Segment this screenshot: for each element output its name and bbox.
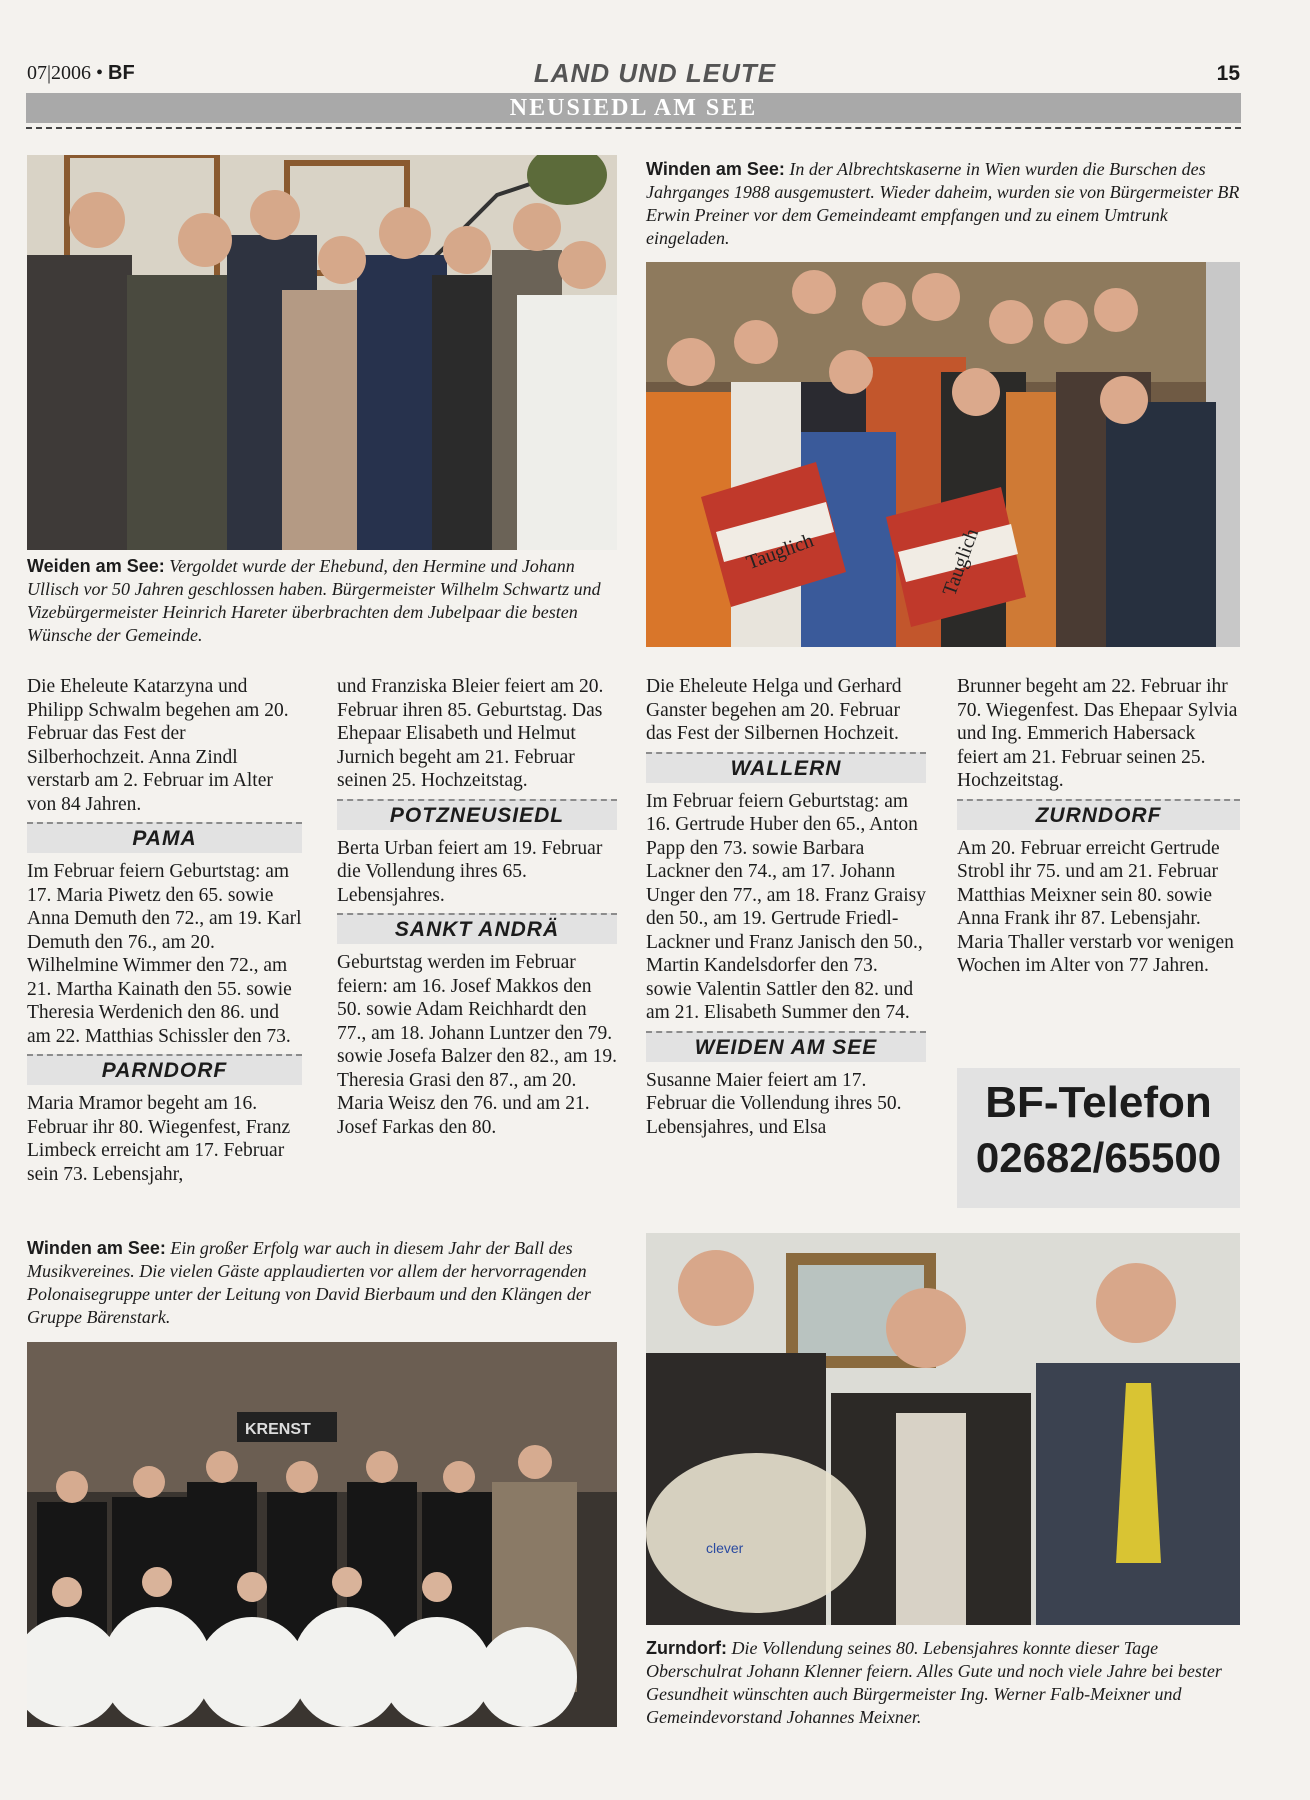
photo-ball-polonaise-art	[27, 1342, 617, 1727]
region-title: NEUSIEDL AM SEE	[509, 95, 758, 121]
photo-golden-wedding	[27, 155, 617, 550]
text-sankt-andrae: Geburtstag werden im Februar feiern: am 16. Josef Makkos den 50. sowie Adam Reichhardt den 77., am 18. Johann Luntzer den 79. sowie Josefa Balzer den 82., am 19. Theresia Grasi den 87., am 20. Maria Weisz den 76. und am 21. Josef Farkas den 80.	[337, 952, 617, 1138]
photo-golden-wedding-art	[27, 155, 617, 550]
heading-pama: PAMA	[27, 822, 302, 853]
photo-military-recruits	[646, 262, 1240, 647]
caption-place: Winden am See:	[646, 159, 785, 179]
heading-wallern: WALLERN	[646, 752, 926, 783]
band-sign: KRENST	[245, 1421, 311, 1438]
heading-parndorf: PARNDORF	[27, 1054, 302, 1085]
brand-logo: BF	[108, 62, 135, 84]
caption-zurndorf	[646, 1637, 1240, 1729]
caption-place: Weiden am See:	[27, 556, 165, 576]
bf-telefon-title: BF-Telefon	[985, 1078, 1212, 1127]
text-wallern: Im Februar feiern Geburtstag: am 16. Gertrude Huber den 65., Anton Papp den 73. sowie Barbara Lackner den 74., am 17. Johann Unger den 77., am 18. Franz Graisy den 50., am 19. Gertrude Friedl-Lackner und Franz Janisch den 50., Martin Kandelsdorfer den 73. sowie Valentin Sattler den 82. und am 21. Elisabeth Summer den 74.	[646, 790, 926, 1023]
caption-winden-military	[646, 158, 1240, 250]
caption-place: Winden am See:	[27, 1238, 166, 1258]
basket-label: clever	[706, 1540, 744, 1556]
caption-weiden	[27, 555, 617, 647]
caption-text: Ein großer Erfolg war auch in diesem Jahr der Ball des Musikvereines. Die vielen Gäste applaudierten vor allem der hervorragenden Polonaisegruppe unter der Leitung von David Bierbaum und den Klängen der Gruppe Bärenstark.	[27, 1238, 591, 1327]
text-zurndorf: Am 20. Februar erreicht Gertrude Strobl ihr 75. und am 21. Februar Matthias Meixner sein 80. sowie Anna Frank ihr 87. Lebensjahr. Maria Thaller verstarb vor wenigen Wochen im Alter von 77 Jahren.	[957, 837, 1234, 976]
column-1	[27, 675, 302, 1186]
caption-place: Zurndorf:	[646, 1638, 727, 1658]
photo-military-recruits-art	[646, 262, 1240, 647]
text-pama: Im Februar feiern Geburtstag: am 17. Maria Piwetz den 65. sowie Anna Demuth den 72., am 19. Karl Demuth den 76., am 20. Wilhelmine Wimmer den 72., am 21. Martha Kainath den 55. sowie Theresia Werdenich den 86. und am 22. Matthias Schissler den 73.	[27, 861, 302, 1047]
caption-text: Vergoldet wurde der Ehebund, den Hermine und Johann Ullisch vor 50 Jahren geschlossen haben. Bürgermeister Wilhelm Schwartz und Vizebürgermeister Heinrich Hareter überbrachten dem Jubelpaar die besten Wünsche der Gemeinde.	[27, 556, 601, 645]
heading-potzneusiedl: POTZNEUSIEDL	[337, 799, 617, 830]
issue-date: 07|2006 • BF	[27, 62, 135, 84]
text-c2-intro: und Franziska Bleier feiert am 20. Februar ihren 85. Geburtstag. Das Ehepaar Elisabeth und Helmut Jurnich begeht am 21. Februar seinen 25. Hochzeitstag.	[337, 676, 604, 791]
header-divider	[26, 127, 1241, 129]
flag-label-left: Tauglich	[743, 529, 817, 575]
bf-telefon-box	[957, 1068, 1240, 1208]
column-3	[646, 675, 926, 1139]
page-number: 15	[1216, 62, 1240, 85]
text-potzneusiedl: Berta Urban feiert am 19. Februar die Vollendung ihres 65. Lebensjahres.	[337, 837, 603, 906]
caption-text: In der Albrechtskaserne in Wien wurden die Burschen des Jahrganges 1988 ausgemustert. Wieder daheim, wurden sie von Bürgermeister BR Erwin Preiner vor dem Gemeindeamt empfangen und zu einem Umtrunk eingeladen.	[646, 159, 1240, 248]
text-c3-intro: Die Eheleute Helga und Gerhard Ganster begehen am 20. Februar das Fest der Silbernen Hochzeit.	[646, 676, 902, 744]
photo-80th-birthday	[646, 1233, 1240, 1625]
photo-80th-birthday-art	[646, 1233, 1240, 1625]
text-c4-intro: Brunner begeht am 22. Februar ihr 70. Wiegenfest. Das Ehepaar Sylvia und Ing. Emmerich Habersack feiert am 21. Februar seinen 25. Hochzeitstag.	[957, 676, 1238, 791]
text-parndorf: Maria Mramor begeht am 16. Februar ihr 80. Wiegenfest, Franz Limbeck erreicht am 17. Februar sein 73. Lebensjahr,	[27, 1093, 291, 1185]
caption-winden-ball	[27, 1237, 617, 1329]
column-4	[957, 675, 1240, 978]
caption-text: Die Vollendung seines 80. Lebensjahres konnte dieser Tage Oberschulrat Johann Klenner feiern. Alles Gute und noch viele Jahre bei bester Gesundheit wünschten auch Bürgermeister Ing. Werner Falb-Meixner und Gemeindevorstand Johannes Meixner.	[646, 1638, 1222, 1727]
text-c1-intro: Die Eheleute Katarzyna und Philipp Schwalm begehen am 20. Februar das Fest der Silberhochzeit. Anna Zindl verstarb am 2. Februar im Alter von 84 Jahren.	[27, 676, 289, 815]
flag-label-right: Tauglich	[938, 525, 984, 599]
column-2	[337, 675, 617, 1139]
bf-telefon-number: 02682/65500	[975, 1134, 1222, 1181]
heading-sankt-andrae: SANKT ANDRÄ	[337, 913, 617, 944]
text-weiden: Susanne Maier feiert am 17. Februar die Vollendung ihres 50. Lebensjahres, und Elsa	[646, 1069, 902, 1138]
photo-ball-polonaise	[27, 1342, 617, 1727]
heading-weiden: WEIDEN AM SEE	[646, 1031, 926, 1062]
section-title: LAND UND LEUTE	[533, 58, 777, 88]
heading-zurndorf: ZURNDORF	[957, 799, 1240, 830]
